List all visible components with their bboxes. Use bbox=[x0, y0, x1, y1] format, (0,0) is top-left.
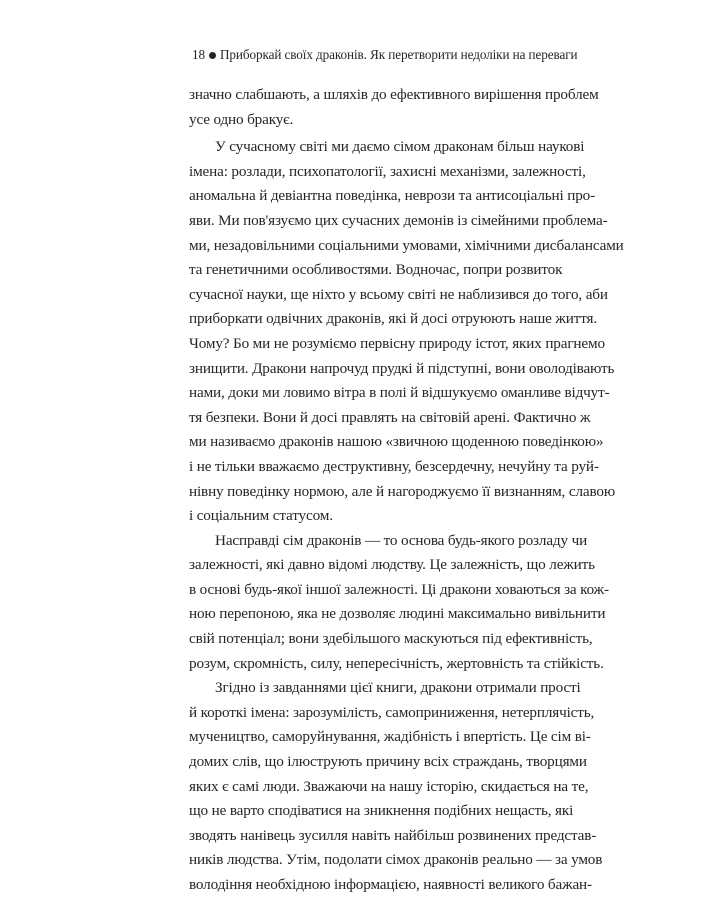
text-line: мучеництво, саморуйнування, жадібність і впертість. Це сім ві- bbox=[189, 728, 591, 746]
text-line: свій потенціал; вони здебільшого маскуються під ефективність, bbox=[189, 630, 593, 648]
text-line: ми, незадовільними соціальними умовами, хімічними дисбалансами bbox=[189, 236, 624, 254]
running-head bbox=[192, 47, 578, 63]
text-line: усе одно бракує. bbox=[189, 110, 294, 128]
text-line: яких є самі люди. Зважаючи на нашу історію, скидається на те, bbox=[189, 777, 589, 795]
text-line: Чому? Бо ми не розуміємо первісну природу істот, яких прагнемо bbox=[189, 334, 605, 352]
text-line: володіння необхідною інформацією, наявності великого бажан- bbox=[189, 876, 592, 893]
text-line: й короткі імена: зарозумілість, самоприниження, нетерплячість, bbox=[189, 703, 595, 721]
text-line: яви. Ми пов'язуємо цих сучасних демонів із сімейними проблема- bbox=[189, 211, 608, 229]
paragraph-first-line: Насправді сім драконів — то основа будь-якого розладу чи bbox=[215, 531, 588, 549]
text-line: що не варто сподіватися на зникнення подібних нещасть, які bbox=[189, 802, 574, 820]
text-line: значно слабшають, а шляхів до ефективного вирішення проблем bbox=[189, 86, 599, 103]
text-line: імена: розлади, психопатології, захисні механізми, залежності, bbox=[189, 162, 586, 180]
text-line: і не тільки вважаємо деструктивну, безсердечну, нечуйну та руй- bbox=[189, 457, 599, 475]
paragraph-first-line: Згідно із завданнями цієї книги, дракони отримали прості bbox=[215, 679, 581, 697]
text-line: розум, скромність, силу, непересічність, жертовність та стійкість. bbox=[189, 654, 604, 672]
page-number: 18 bbox=[192, 47, 205, 62]
text-line: домих слів, що ілюструють причину всіх страждань, творцями bbox=[189, 753, 587, 771]
text-line: ників людства. Утім, подолати сімох драконів реально — за умов bbox=[189, 851, 603, 869]
bullet-icon bbox=[209, 52, 216, 59]
text-line: та генетичними особливостями. Водночас, попри розвиток bbox=[189, 261, 563, 279]
text-line: ною перепоною, яка не дозволяє людині максимально вивільнити bbox=[189, 605, 606, 623]
text-line: приборкати одвічних драконів, які й досі отруюють наше життя. bbox=[189, 310, 598, 328]
body-text bbox=[189, 83, 624, 898]
text-line: нами, доки ми ловимо вітра в полі й відшукуємо оманливе відчут- bbox=[189, 384, 610, 402]
text-line: аномальна й девіантна поведінка, неврози та антисоціальні про- bbox=[189, 187, 596, 205]
text-line: знищити. Дракони напрочуд прудкі й підступні, вони оволодівають bbox=[189, 359, 615, 377]
text-line: нівну поведінку нормою, але й нагороджуємо її визнанням, славою bbox=[189, 482, 616, 500]
text-line: ми називаємо драконів нашою «звичною щоденною поведінкою» bbox=[189, 433, 604, 451]
text-line: зводять нанівець зусилля навіть найбільш розвинених представ- bbox=[189, 826, 597, 844]
book-title: Приборкай своїх драконів. Як перетворити недоліки на переваги bbox=[220, 47, 578, 62]
paragraph-first-line: У сучасному світі ми даємо сімом драконам більш наукові bbox=[215, 138, 585, 156]
text-line: в основі будь-якої іншої залежності. Ці дракони ховаються за кож- bbox=[189, 580, 609, 598]
text-line: і соціальним статусом. bbox=[189, 507, 333, 525]
text-line: сучасної науки, ще ніхто у всьому світі не наблизився до того, аби bbox=[189, 285, 608, 303]
text-line: залежності, які давно відомі людству. Це залежність, що лежить bbox=[189, 556, 595, 574]
text-line: тя безпеки. Вони й досі правлять на світовій арені. Фактично ж bbox=[189, 408, 591, 426]
